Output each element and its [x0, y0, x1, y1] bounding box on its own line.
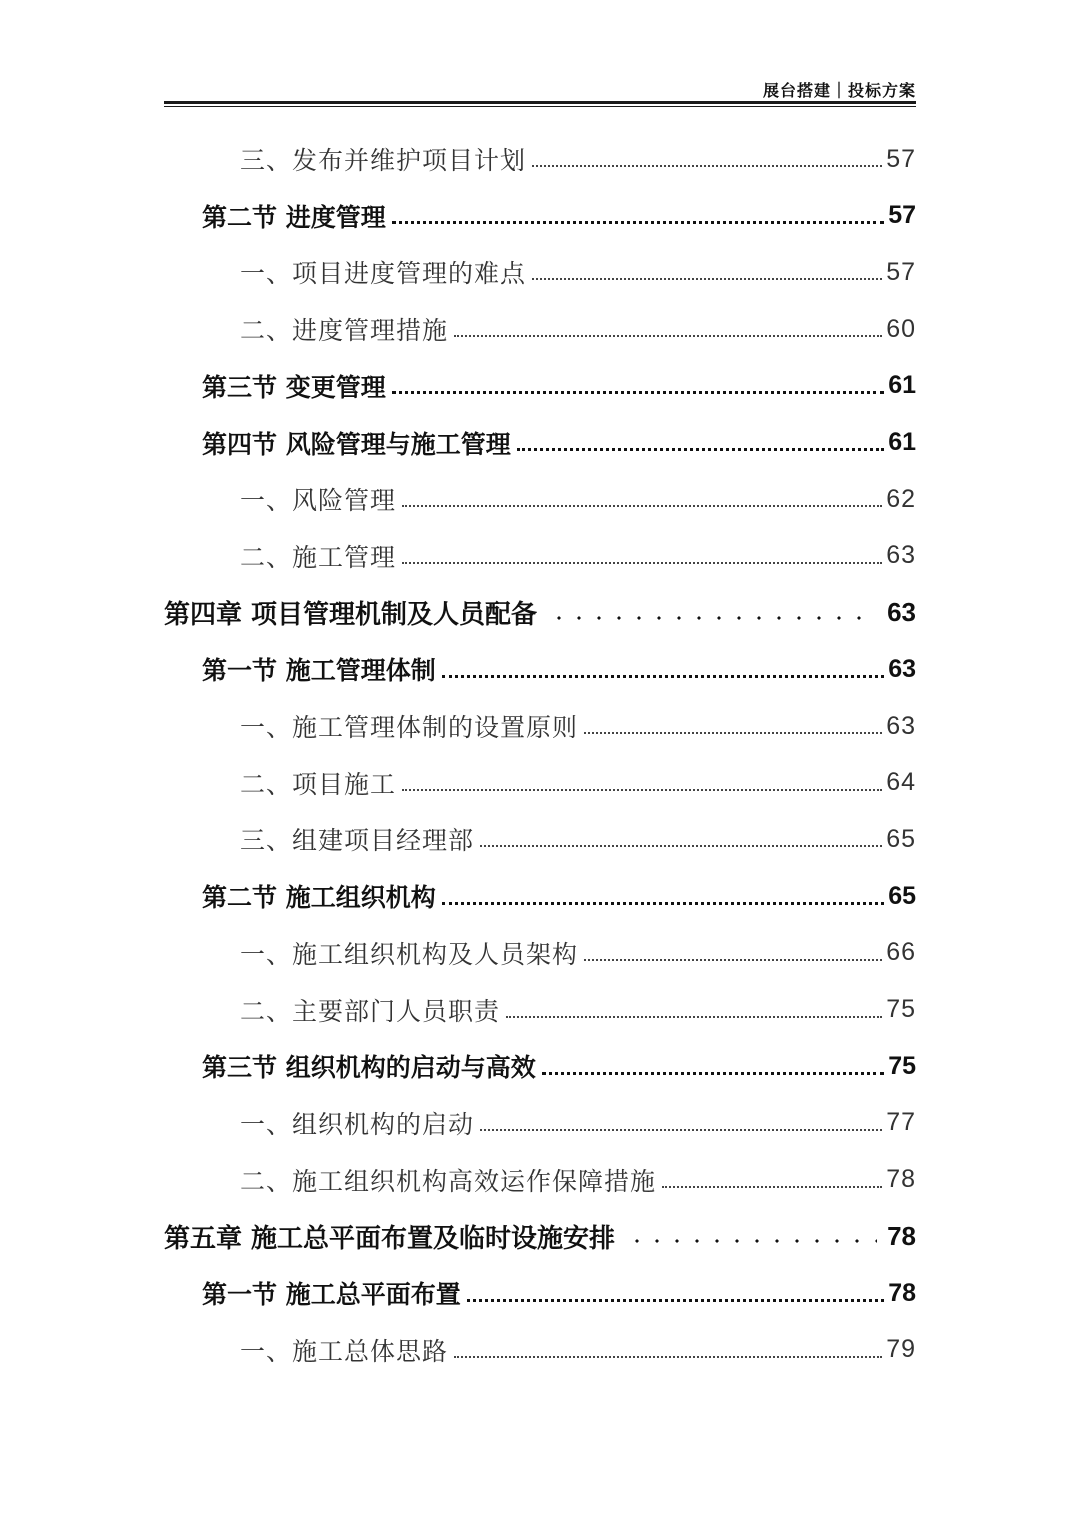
toc-entry-title: 第一节 施工管理体制 — [202, 656, 436, 686]
toc-dot-leader — [467, 1299, 884, 1302]
toc-entry-item[interactable] — [240, 698, 916, 754]
toc-dot-leader — [480, 1129, 882, 1131]
toc-dot-leader — [454, 335, 882, 337]
page-header-title: 展台搭建｜投标方案 — [762, 81, 916, 100]
toc-entry-item[interactable] — [240, 811, 916, 867]
toc-page-number: 63 — [887, 597, 916, 628]
toc-entry-title: 一、施工管理体制的设置原则 — [240, 713, 579, 742]
toc-page-number: 57 — [886, 257, 916, 286]
toc-page-number: 60 — [886, 314, 916, 343]
toc-dot-leader — [480, 845, 882, 847]
toc-page-number: 61 — [888, 371, 916, 400]
toc-entry-title: 一、项目进度管理的难点 — [240, 259, 527, 289]
toc-entry-section[interactable] — [202, 188, 916, 244]
toc-entry-item[interactable] — [240, 131, 916, 187]
toc-page-number: 66 — [886, 938, 916, 967]
toc-page-number: 62 — [886, 484, 916, 513]
toc-page-number: 63 — [886, 711, 916, 740]
toc-entry-item[interactable] — [240, 755, 916, 811]
toc-page-number: 78 — [888, 1278, 916, 1307]
toc-page-number: 63 — [888, 654, 916, 683]
toc-entry-item[interactable] — [240, 301, 916, 357]
toc-dot-leader — [392, 221, 884, 224]
toc-entry-title: 第二节 进度管理 — [202, 202, 386, 232]
toc-entry-title: 第四章 项目管理机制及人员配备 — [164, 600, 538, 631]
toc-dot-leader — [454, 1356, 882, 1358]
toc-entry-section[interactable] — [202, 1265, 916, 1321]
toc-dot-leader — [584, 959, 882, 961]
toc-dot-leader — [542, 1072, 884, 1075]
toc-entry-title: 三、发布并维护项目计划 — [240, 146, 527, 175]
toc-entry-title: 第二节 施工组织机构 — [202, 883, 436, 913]
toc-entry-title: 二、进度管理措施 — [240, 316, 449, 346]
toc-entry-item[interactable] — [240, 1152, 916, 1208]
toc-dot-leader — [517, 448, 884, 451]
toc-page-number: 75 — [888, 1051, 916, 1080]
toc-entry-title: 第三节 组织机构的启动与高效 — [202, 1053, 536, 1083]
toc-entry-chapter[interactable] — [164, 585, 916, 641]
toc-dot-leader — [549, 616, 877, 620]
toc-dot-leader — [402, 789, 882, 791]
toc-page-number: 78 — [886, 1165, 916, 1194]
header-rule — [164, 101, 916, 104]
toc-entry-item[interactable] — [240, 1322, 916, 1378]
toc-entry-title: 二、主要部门人员职责 — [240, 996, 501, 1026]
toc-entry-section[interactable] — [202, 1038, 916, 1094]
toc-entry-item[interactable] — [240, 471, 916, 527]
toc-page-number: 57 — [888, 201, 916, 230]
toc-page-number: 78 — [887, 1220, 916, 1251]
toc-entry-title: 一、组织机构的启动 — [240, 1109, 475, 1139]
toc-page-number: 75 — [886, 995, 916, 1023]
toc-dot-leader — [402, 505, 882, 507]
toc-page-number: 61 — [888, 428, 916, 456]
toc-dot-leader — [402, 562, 882, 564]
toc-page-number: 79 — [886, 1335, 916, 1364]
toc-entry-item[interactable] — [240, 925, 916, 981]
toc-entry-section[interactable] — [202, 868, 916, 924]
toc-page-number: 64 — [886, 768, 916, 797]
toc-entry-title: 第一节 施工总平面布置 — [202, 1280, 461, 1309]
toc-page-number: 63 — [886, 541, 916, 570]
toc-dot-leader — [442, 902, 884, 905]
toc-dot-leader — [627, 1239, 877, 1243]
toc-dot-leader — [532, 165, 882, 167]
toc-entry-item[interactable] — [240, 528, 916, 584]
toc-entry-section[interactable] — [202, 415, 916, 471]
toc-page-number: 65 — [888, 881, 916, 910]
toc-dot-leader — [392, 391, 884, 394]
toc-entry-title: 三、组建项目经理部 — [240, 826, 475, 856]
toc-entry-item[interactable] — [240, 982, 916, 1038]
toc-dot-leader — [532, 278, 882, 280]
toc-entry-title: 第五章 施工总平面布置及临时设施安排 — [164, 1223, 616, 1254]
toc-dot-leader — [662, 1186, 882, 1188]
toc-entry-title: 第四节 风险管理与施工管理 — [202, 429, 511, 459]
toc-entry-title: 一、风险管理 — [240, 486, 397, 516]
toc-entry-title: 一、施工总体思路 — [240, 1336, 449, 1366]
toc-entry-title: 二、施工组织机构高效运作保障措施 — [240, 1166, 657, 1196]
toc-page-number: 57 — [886, 144, 916, 173]
toc-dot-leader — [442, 675, 884, 678]
toc-entry-title: 二、施工管理 — [240, 542, 397, 572]
toc-page-number: 65 — [886, 824, 916, 853]
toc-entry-title: 第三节 变更管理 — [202, 372, 386, 402]
toc-page-number: 77 — [886, 1108, 916, 1137]
toc-entry-title: 一、施工组织机构及人员架构 — [240, 939, 579, 969]
toc-entry-section[interactable] — [202, 358, 916, 414]
toc-entry-chapter[interactable] — [164, 1208, 916, 1264]
toc-entry-title: 二、项目施工 — [240, 769, 397, 799]
header-rule-thin — [164, 106, 916, 107]
toc-entry-item[interactable] — [240, 244, 916, 300]
toc-entry-section[interactable] — [202, 641, 916, 697]
toc-entry-item[interactable] — [240, 1095, 916, 1151]
toc-dot-leader — [584, 732, 882, 734]
toc-dot-leader — [506, 1016, 882, 1018]
